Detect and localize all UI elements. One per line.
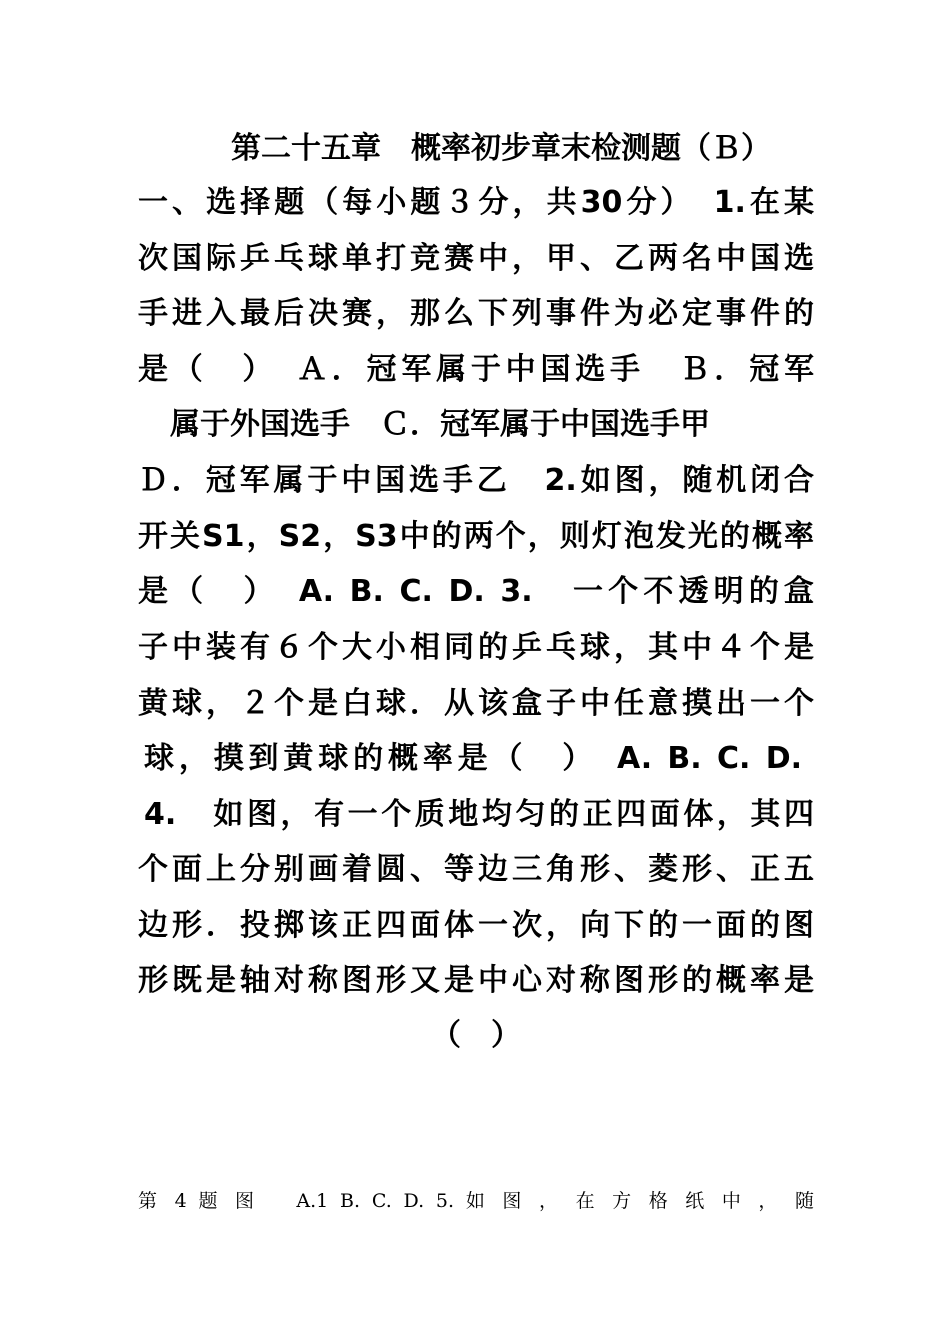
text-line: 个面上分别画着圆、等边三角形、菱形、正五 xyxy=(138,852,814,887)
footer-line: 第 4 题 图 A.1 B. C. D. 5. 如 图 ， 在 方 格 纸 中 ， 随 xyxy=(138,1190,814,1212)
text-line: 形既是轴对称图形又是中心对称图形的概率是 xyxy=(138,963,814,998)
text-line: 4. 如图，有一个质地均匀的正四面体，其四 xyxy=(144,797,814,832)
text-line: 是（ ） Ａ．冠军属于中国选手 Ｂ．冠军 xyxy=(138,352,814,387)
text-line: 次国际乒乓球单打竞赛中，甲、乙两名中国选 xyxy=(138,241,814,276)
text-line: 一、选择题（每小题３分，共30分） 1.在某 xyxy=(138,185,814,220)
chapter-title: 第二十五章 概率初步章末检测题（Ｂ） xyxy=(231,131,771,166)
text-line: 开关S1，S2，S3中的两个，则灯泡发光的概率 xyxy=(138,519,814,554)
text-line: 手进入最后决赛，那么下列事件为必定事件的 xyxy=(138,296,814,331)
text-line: 球，摸到黄球的概率是（ ） A. B. C. D. xyxy=(144,741,802,776)
text-line: 是（ ） A. B. C. D. 3. 一个不透明的盒 xyxy=(138,574,814,609)
text-line: 属于外国选手 Ｃ．冠军属于中国选手甲 xyxy=(170,407,710,442)
text-line: 边形．投掷该正四面体一次，向下的一面的图 xyxy=(138,908,814,943)
answer-parentheses: （ ） xyxy=(431,1018,521,1053)
text-line: 子中装有６个大小相同的乒乓球，其中４个是 xyxy=(138,630,814,665)
text-line: 黄球，２个是白球．从该盒子中任意摸出一个 xyxy=(138,686,814,721)
text-line: Ｄ．冠军属于中国选手乙 2.如图，随机闭合 xyxy=(138,463,814,498)
